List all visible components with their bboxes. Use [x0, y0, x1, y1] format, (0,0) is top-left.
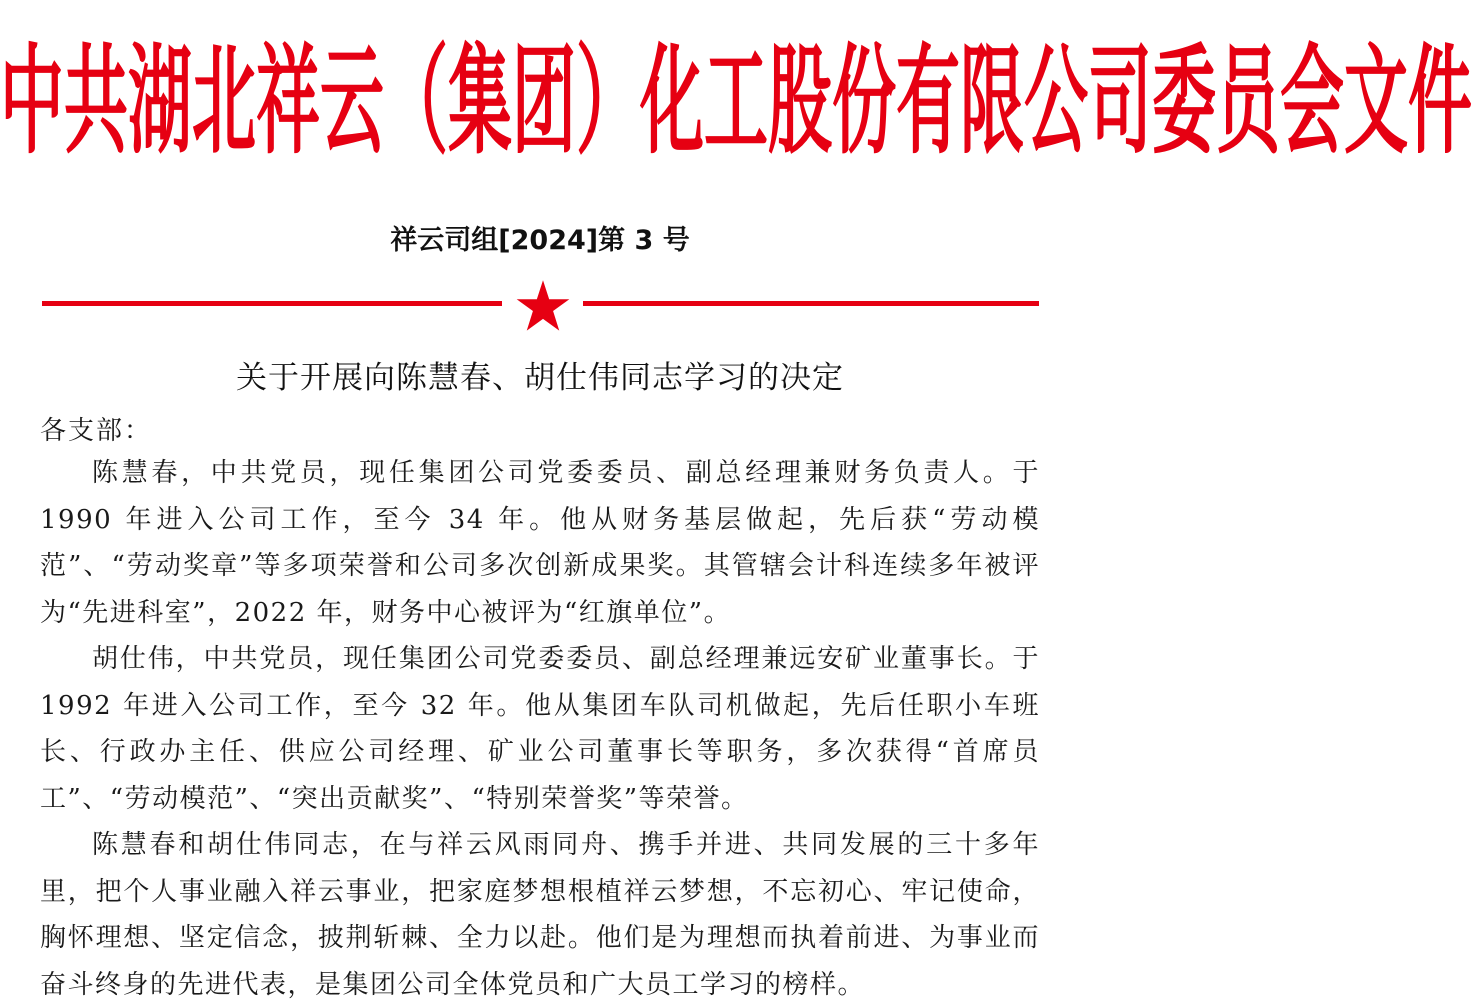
salutation: 各支部：: [40, 416, 153, 446]
document-title: 关于开展向陈慧春、胡仕伟同志学习的决定: [236, 360, 844, 396]
document-header-title: 中共湖北祥云（集团）化工股份有限公司委员会文件: [0, 34, 1472, 172]
document-number: 祥云司组[2024]第 3 号: [390, 225, 690, 256]
paragraph: 陈慧春，中共党员，现任集团公司党委委员、副总经理兼财务负责人。于1990 年进入公司工作，至今 34 年。他从财务基层做起，先后获“劳动模范”、“劳动奖章”等多项荣誉和公司多次创新成果奖。其管辖会计科连续多年被评为“先进科室”，2022 年，财务中心被评为“红旗单位”。: [40, 458, 1040, 628]
document-body: [40, 450, 1040, 1008]
paragraph: 陈慧春和胡仕伟同志，在与祥云风雨同舟、携手并进、共同发展的三十多年里，把个人事业融入祥云事业，把家庭梦想根植祥云梦想，不忘初心、牢记使命，胸怀理想、坚定信念，披荆斩棘、全力以赴。他们是为理想而执着前进、为事业而奋斗终身的先进代表，是集团公司全体党员和广大员工学习的榜样。: [40, 830, 1040, 1000]
divider-right: [583, 301, 1039, 306]
paragraph: 胡仕伟，中共党员，现任集团公司党委委员、副总经理兼远安矿业董事长。于 1992 年进入公司工作，至今 32 年。他从集团车队司机做起，先后任职小车班长、行政办主任、供应公司经理、矿业公司董事长等职务，多次获得“首席员工”、“劳动模范”、“突出贡献奖”、“特别荣誉奖”等荣誉。: [40, 644, 1040, 814]
red-star-icon: [515, 278, 571, 334]
divider-left: [42, 301, 502, 306]
